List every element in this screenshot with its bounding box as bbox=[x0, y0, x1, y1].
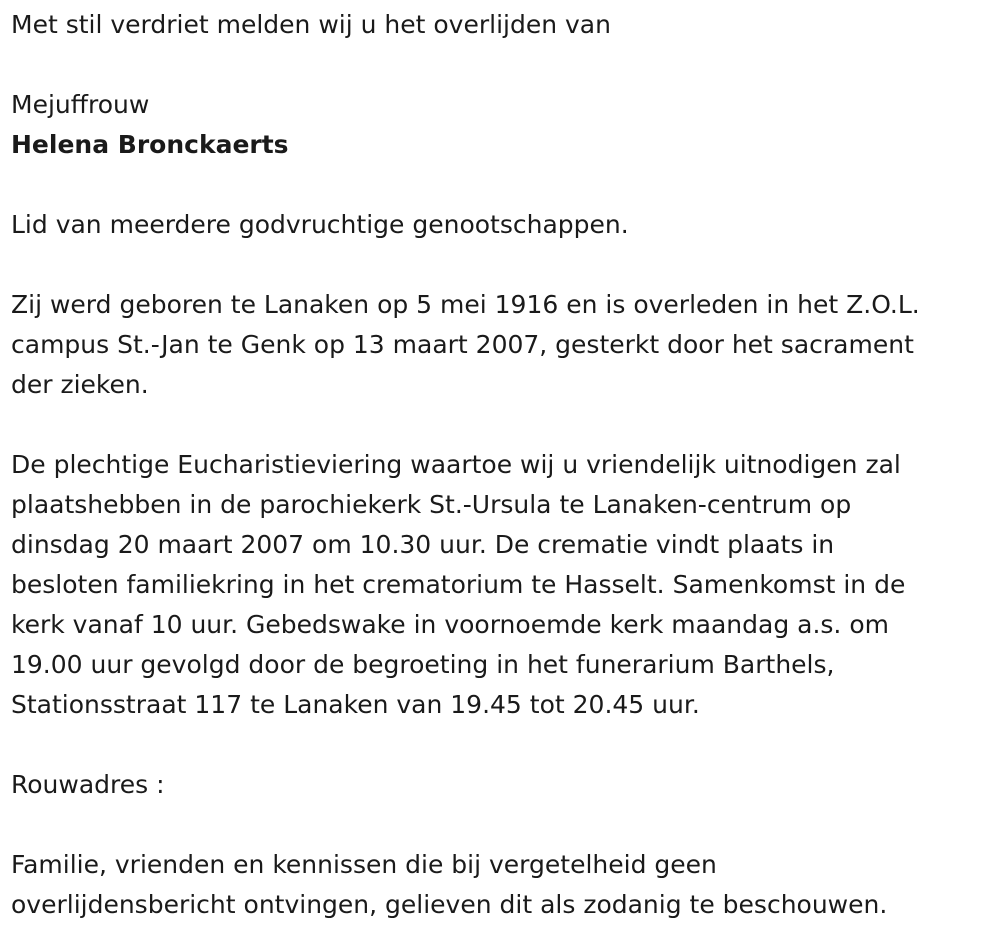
spacer bbox=[11, 165, 991, 205]
spacer bbox=[11, 405, 991, 445]
honorific: Mejuffrouw bbox=[11, 90, 150, 119]
mourning-address-label: Rouwadres : bbox=[11, 770, 165, 799]
spacer bbox=[11, 805, 991, 845]
intro-text: Met stil verdriet melden wij u het overlijden van bbox=[11, 10, 611, 39]
closing-paragraph: Familie, vrienden en kennissen die bij vergetelheid geen overlijdensbericht ontvingen, gelieven dit als zodanig te beschouwen. bbox=[11, 850, 888, 919]
spacer bbox=[11, 725, 991, 765]
birth-death-paragraph: Zij werd geboren te Lanaken op 5 mei 1916 en is overleden in het Z.O.L. campus St.-Jan te Genk op 13 maart 2007, gesterkt door het sacrament der zieken. bbox=[11, 290, 920, 399]
spacer bbox=[11, 245, 991, 285]
deceased-name: Helena Bronckaerts bbox=[11, 130, 289, 159]
death-notice bbox=[11, 5, 991, 925]
ceremony-paragraph: De plechtige Eucharistieviering waartoe wij u vriendelijk uitnodigen zal plaatshebben in de parochiekerk St.-Ursula te Lanaken-centrum op dinsdag 20 maart 2007 om 10.30 uur. De crematie vindt plaats in besloten familiekring in het crematorium te Hasselt. Samenkomst in de kerk vanaf 10 uur. Gebedswake in voornoemde kerk maandag a.s. om 19.00 uur gevolgd door de begroeting in het funerarium Barthels, Stationsstraat 117 te Lanaken van 19.45 tot 20.45 uur. bbox=[11, 450, 906, 719]
membership-text: Lid van meerdere godvruchtige genootschappen. bbox=[11, 210, 629, 239]
spacer bbox=[11, 45, 991, 85]
